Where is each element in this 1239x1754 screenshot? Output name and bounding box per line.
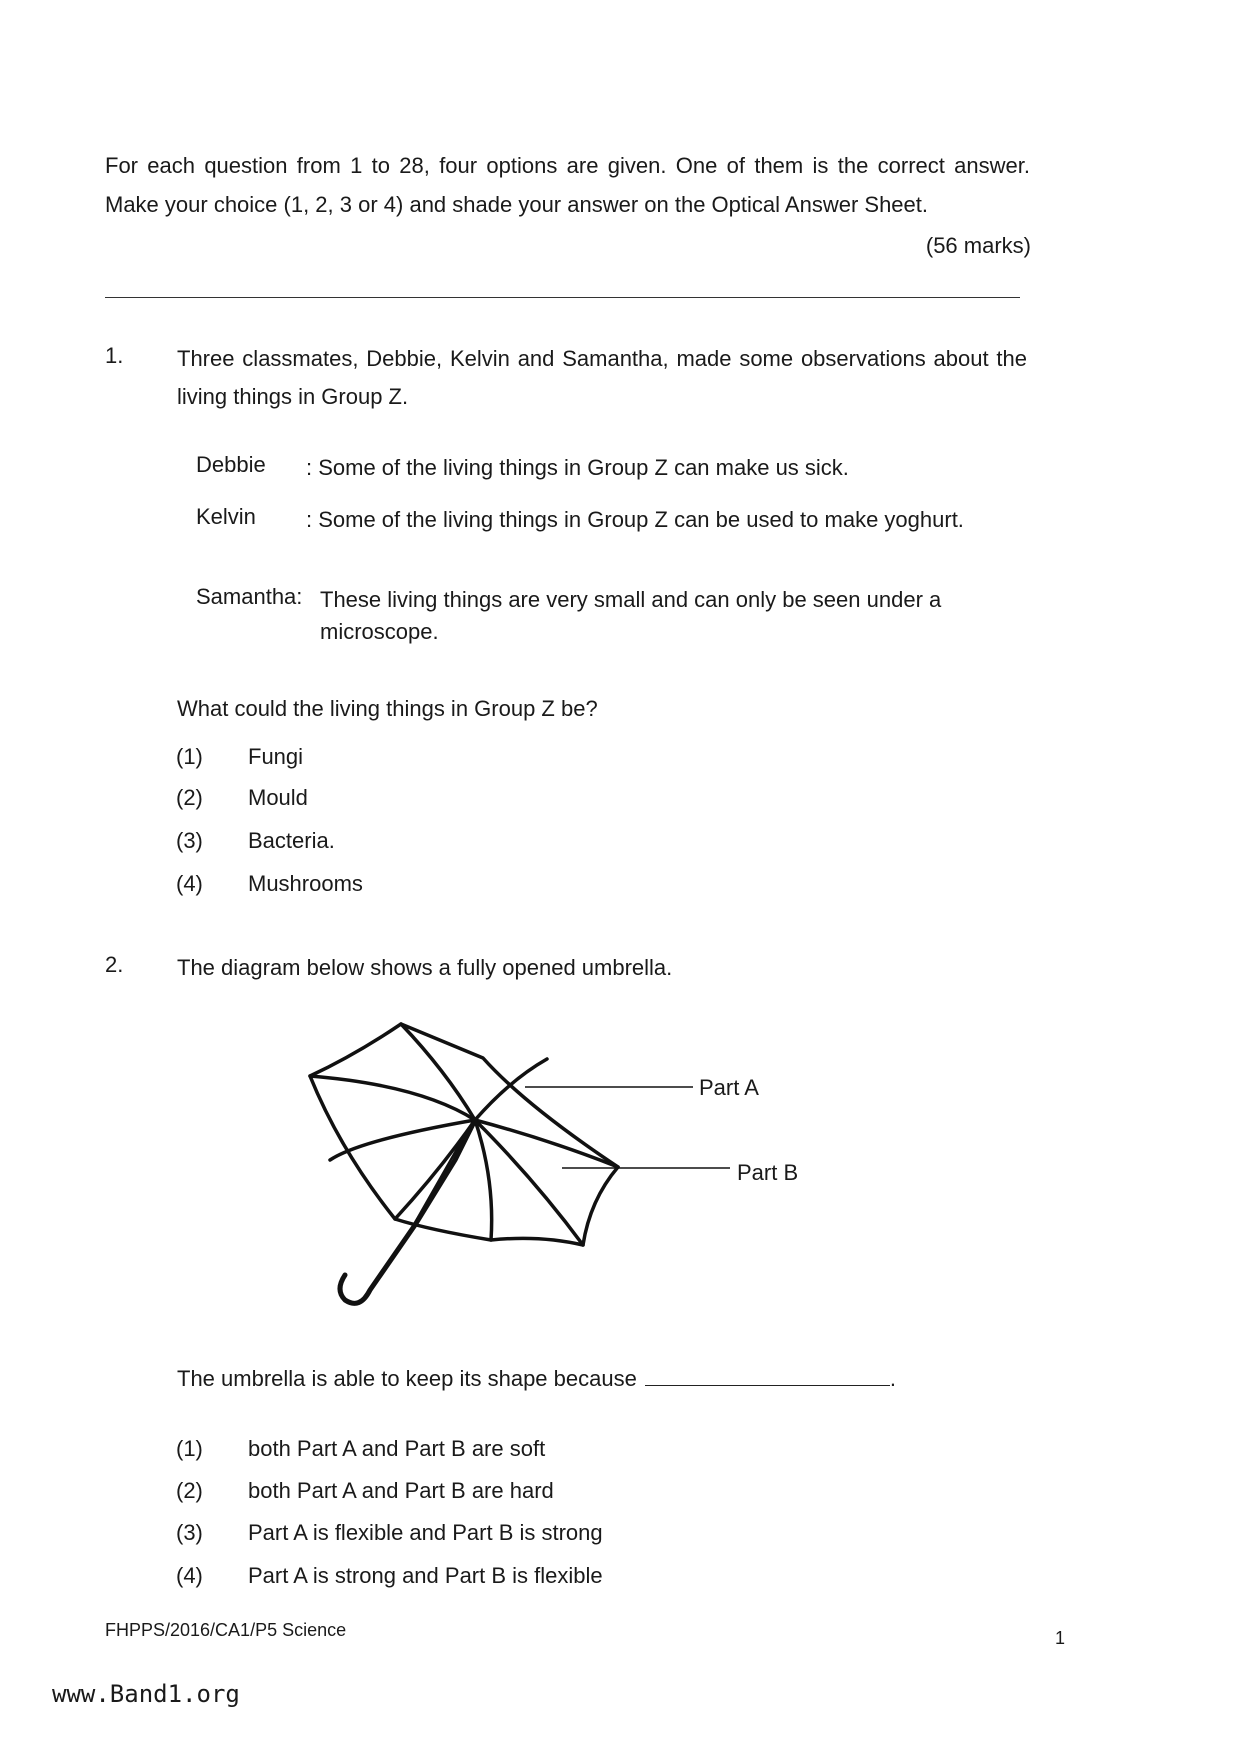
answer-blank	[645, 1367, 890, 1386]
statement-speaker-kelvin: Kelvin	[196, 504, 256, 529]
question-2-prompt: The umbrella is able to keep its shape because	[177, 1366, 637, 1391]
instructions-text: For each question from 1 to 28, four options are given. One of them is the correct answer. Make your choice (1, 2, 3 or 4) and shade your answer on the Optical Answer Sheet.	[105, 153, 1030, 217]
part-b-label: Part B	[737, 1160, 799, 1185]
q1-option-4-text: Mushrooms	[248, 871, 363, 896]
question-2-stem: The diagram below shows a fully opened umbrella.	[177, 955, 673, 980]
q2-option-1-text: both Part A and Part B are soft	[248, 1436, 546, 1461]
question-2-prompt-line	[177, 1366, 896, 1392]
page-number: 1	[1055, 1628, 1066, 1648]
q2-option-2-number: (2)	[176, 1478, 203, 1503]
q1-option-4-number: (4)	[176, 871, 203, 896]
question-2-prompt-end: .	[889, 1366, 896, 1391]
question-2-number: 2.	[105, 952, 124, 977]
q1-option-3-text: Bacteria.	[248, 828, 335, 853]
q2-option-4-number: (4)	[176, 1563, 203, 1588]
q2-option-4-text: Part A is strong and Part B is flexible	[248, 1563, 603, 1588]
statement-text-debbie: : Some of the living things in Group Z can make us sick.	[306, 455, 849, 480]
footer-paper-code: FHPPS/2016/CA1/P5 Science	[105, 1620, 347, 1640]
divider-line	[105, 297, 1020, 298]
question-1-stem: Three classmates, Debbie, Kelvin and Samantha, made some observations about the living things in Group Z.	[177, 346, 1027, 409]
statement-speaker-debbie: Debbie	[196, 452, 266, 477]
q1-option-1-number: (1)	[176, 744, 203, 769]
q2-option-2-text: both Part A and Part B are hard	[248, 1478, 554, 1503]
question-1-number: 1.	[105, 343, 124, 368]
q1-option-2-text: Mould	[248, 785, 308, 810]
statement-text-samantha: These living things are very small and can only be seen under a microscope.	[320, 587, 942, 644]
statement-text-kelvin: : Some of the living things in Group Z can be used to make yoghurt.	[306, 507, 964, 532]
q1-option-1-text: Fungi	[248, 744, 304, 769]
total-marks: (56 marks)	[925, 233, 1031, 258]
q1-option-3-number: (3)	[176, 828, 203, 853]
q2-option-3-number: (3)	[176, 1520, 203, 1545]
statement-speaker-samantha: Samantha:	[196, 584, 303, 609]
website-watermark: www.Band1.org	[52, 1680, 240, 1708]
q2-option-3-text: Part A is flexible and Part B is strong	[248, 1520, 603, 1545]
question-1-prompt: What could the living things in Group Z be?	[177, 696, 598, 721]
part-a-label: Part A	[699, 1075, 759, 1100]
q2-option-1-number: (1)	[176, 1436, 203, 1461]
q1-option-2-number: (2)	[176, 785, 203, 810]
